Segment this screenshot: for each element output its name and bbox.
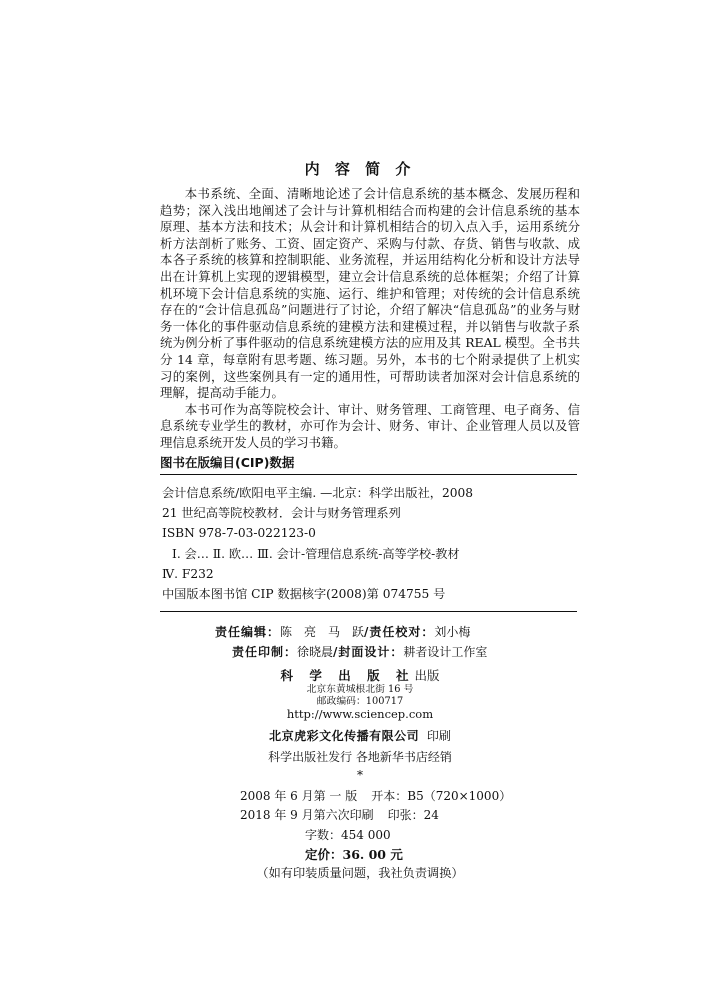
cip-line-series: 21 世纪高等院校教材．会计与财务管理系列: [162, 506, 401, 521]
editor-label: 责任编辑：: [215, 625, 281, 639]
proofreader-name: 刘小梅: [434, 625, 471, 639]
quality-notice: （如有印装质量问题，我社负责调换）: [256, 866, 464, 880]
cip-line-title: 会计信息系统/欧阳电平主编. —北京：科学出版社，2008: [162, 486, 473, 500]
reprint-info: 2018 年 9 月第六次印刷: [240, 808, 374, 822]
publisher-line: [0, 666, 720, 684]
publisher-website: http://www.sciencep.com: [286, 707, 434, 721]
intro-paragraph-2: 本书可作为高等院校会计、审计、财务管理、工商管理、电子商务、信息系统专业学生的教材，亦可作为会计、财务、审计、企业管理人员以及管理信息系统开发人员的学习书籍。: [160, 401, 580, 450]
print-supervisor-label: 责任印制：: [232, 645, 298, 659]
intro-paragraph-1: 本书系统、全面、清晰地论述了会计信息系统的基本概念、发展历程和趋势；深入浅出地阐述了会计与计算机相结合而构建的会计信息系统的基本原理、基本方法和技术；从会计和计算机相结合的切入点入手，运用系统分析方法剖析了账务、工资、固定资产、采购与付款、存货、销售与收款、成本各子系统的核算和控制职能、业务流程，并运用结构化分析和设计方法导出在计算机上实现的逻辑模型，建立会计信息系统的总体框架；介绍了计算机环境下会计信息系统的实施、运行、维护和管理；对传统的会计信息系统存在的“会计信息孤岛”问题进行了讨论，介绍了解决“信息孤岛”的业务与财务一体化的事件驱动信息系统的建模方法和建模过程，并以销售与收款子系统为例分析了事件驱动的信息系统建模方法的应用及其 REAL 模型。全书共分 14 章，每章附有思考题、练习题。另外，本书的七个附录提供了上机实习的案例，这些案例具有一定的通用性，可帮助读者加深对会计信息系统的理解，提高动手能力。: [160, 186, 580, 401]
separator-star: *: [357, 768, 363, 782]
printing-line: [240, 806, 439, 823]
cover-design-label: /封面设计：: [333, 645, 404, 659]
word-count: 字数：454 000: [305, 828, 391, 842]
first-edition: 2008 年 6 月第 一 版: [240, 789, 358, 803]
book-price: 定价：36. 00 元: [305, 847, 403, 862]
cip-line-isbn: ISBN 978-7-03-022123-0: [162, 526, 316, 541]
page-title: 内 容 简 介: [304, 160, 416, 178]
publisher-postcode: 邮政编码：100717: [316, 696, 404, 707]
edition-line: [240, 787, 511, 804]
publisher-suffix: 出版: [414, 668, 440, 683]
proofreader-label: /责任校对：: [364, 625, 435, 639]
cip-top-rule: [160, 474, 577, 475]
cip-data-block: [162, 483, 580, 604]
editor-names: 陈 亮 马 跃: [280, 625, 365, 639]
staff-line-printing: [232, 642, 487, 662]
publisher-address: 北京东黄城根北街 16 号: [306, 684, 414, 695]
cover-designer-name: 耕者设计工作室: [403, 645, 488, 659]
printer-suffix: 印刷: [426, 729, 451, 743]
printer-name: 北京虎彩文化传播有限公司: [269, 729, 420, 743]
publisher-name: 科 学 出 版 社: [280, 668, 415, 683]
print-sheets: 印张：24: [387, 808, 439, 822]
cip-line-record-number: 中国版本图书馆 CIP 数据核字(2008)第 074755 号: [162, 587, 446, 602]
cip-line-subjects: Ⅰ. 会… Ⅱ. 欧… Ⅲ. 会计-管理信息系统-高等学校-教材: [172, 546, 460, 561]
print-supervisor-name: 徐晓晨: [297, 645, 334, 659]
printer-line: [0, 727, 720, 744]
distribution-line: 科学出版社发行 各地新华书店经销: [268, 750, 452, 764]
book-format: 开本：B5（720×1000）: [371, 789, 512, 803]
cip-line-classification: Ⅳ. F232: [162, 566, 214, 581]
staff-line-editors: [215, 622, 470, 642]
book-introduction: [160, 186, 580, 452]
cip-bottom-rule: [160, 611, 577, 612]
cip-heading: 图书在版编目(CIP)数据: [160, 455, 295, 470]
